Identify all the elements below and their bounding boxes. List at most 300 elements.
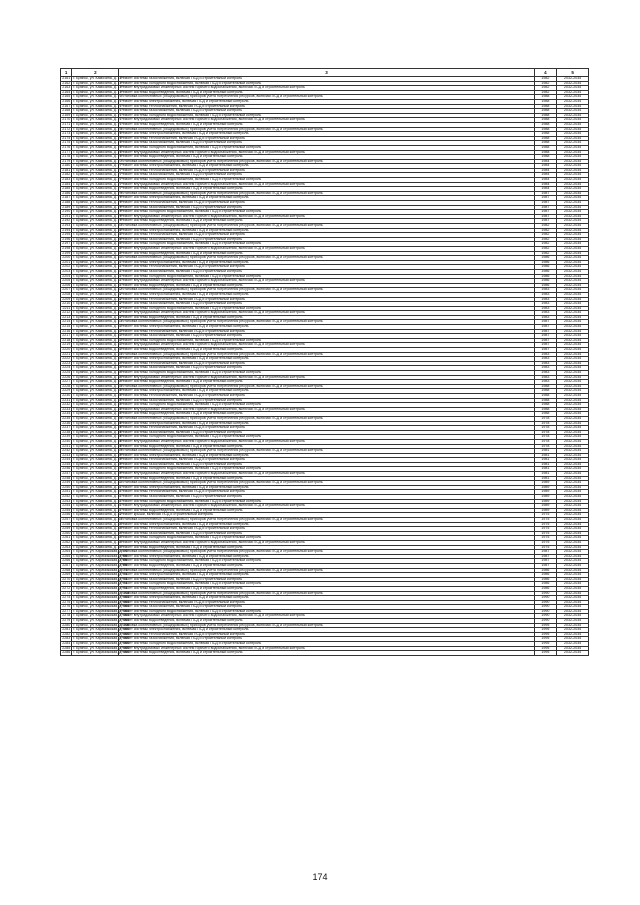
cell-number: 2284 [62,641,71,646]
cell-address: г. Брянск, ул. Камозина, д. 41 [73,503,122,508]
cell-period: 2032-2034 [557,522,589,527]
cell-period: 2032-2034 [557,288,589,293]
cell-period: 2032-2034 [557,375,589,380]
cell-number: 2258 [62,521,71,526]
cell-year-built: 1990 [534,605,557,610]
cell-number: 2208 [62,291,71,296]
cell-address: г. Брянск, ул. Камозина, д. 35 [73,388,122,393]
cell-work-type: Ремонт системы электроснабжения, включая ПСД и строительный контроль [119,99,534,104]
cell-work-type: Ремонт системы холодного водоснабжения, включая ПСД и строительный контроль [119,178,534,183]
cell-period: 2032-2034 [557,646,589,651]
cell-period: 2032-2034 [557,297,589,302]
cell-work-type: Ремонт внутридомовых инженерных систем горячего водоснабжения, включая ПСД и строительный контроль [119,614,534,619]
cell-address: г. Брянск, ул. Карачижская, д. 71 [73,576,128,581]
cell-work-type: Установка коллективных (общедомовых) приборов учета потребления ресурсов, включая ПСД и строительный контроль [119,481,534,486]
cell-number: 2230 [62,392,71,397]
cell-year-built: 1986 [534,568,557,573]
cell-address: г. Брянск, ул. Камозина, д. 35 [73,383,122,388]
cell-year-built: 1981 [534,467,557,472]
cell-address: г. Брянск, ул. Камозина, д. 29 [73,195,122,200]
cell-period: 2032-2034 [557,361,589,366]
cell-year-built: 1987 [534,559,557,564]
column-header-work-type: 3 [119,69,534,77]
cell-address: г. Брянск, ул. Камозина, д. 44 [73,521,122,526]
cell-period: 2032-2034 [557,306,589,311]
cell-address: г. Брянск, ул. Камозина, д. 41 [73,480,122,485]
cell-work-type: Установка коллективных (общедомовых) приборов учета потребления ресурсов, включая ПСД и строительный контроль [119,384,534,389]
cell-year-built: 1982 [534,228,557,233]
cell-address: г. Брянск, ул. Карачижская, д. 106 [73,636,130,641]
cell-work-type: Ремонт системы электроснабжения, включая ПСД и строительный контроль [119,357,534,362]
cell-period: 2032-2034 [557,366,589,371]
cell-period: 2032-2034 [557,265,589,270]
cell-year-built: 1988 [534,412,557,417]
cell-work-type: Установка коллективных (общедомовых) приборов учета потребления ресурсов, включая ПСД и строительный контроль [119,191,534,196]
cell-period: 2032-2034 [557,614,589,619]
cell-number: 2205 [62,278,71,283]
cell-address: г. Брянск, ул. Камозина, д. 39 [73,461,122,466]
cell-period: 2032-2034 [557,596,589,601]
cell-number: 2165 [62,94,71,99]
cell-address: г. Брянск, ул. Камозина, д. 32 [73,305,122,310]
cell-period: 2032-2034 [557,393,589,398]
cell-period: 2032-2034 [557,435,589,440]
cell-work-type: Ремонт системы теплоснабжения, включая ПСД и строительный контроль [119,632,534,637]
cell-number: 2197 [62,241,71,246]
cell-year-built: 1975 [534,518,557,523]
cell-period: 2032-2034 [557,476,589,481]
cell-work-type: Ремонт системы газоснабжения, включая ПСД и строительный контроль [119,77,534,82]
cell-year-built: 1983 [534,352,557,357]
cell-year-built: 1988 [534,145,557,150]
cell-address: г. Брянск, ул. Камозина, д. 30 [73,232,122,237]
cell-number: 2249 [62,480,71,485]
cell-work-type: Ремонт системы газоснабжения, включая ПСД и строительный контроль [119,173,534,178]
cell-address: г. Брянск, ул. Камозина, д. 34 [73,370,122,374]
cell-work-type: Ремонт внутридомовых инженерных систем горячего водоснабжения, включая ПСД и строительный контроль [119,150,534,155]
cell-year-built: 1988 [534,398,557,403]
cell-number: 2251 [62,489,71,494]
cell-period: 2032-2034 [557,150,589,155]
cell-year-built: 1987 [534,210,557,215]
cell-work-type: Ремонт системы электроснабжения, включая ПСД и строительный контроль [119,132,534,137]
cell-work-type: Ремонт системы газоснабжения, включая ПСД и строительный контроль [119,462,534,467]
cell-year-built: 1978 [534,416,557,421]
cell-number: 2209 [62,296,71,301]
cell-year-built: 1975 [534,531,557,536]
cell-address: г. Брянск, ул. Камозина, д. 31 [73,282,122,287]
cell-period: 2032-2034 [557,490,589,495]
cell-year-built: 1989 [534,499,557,504]
cell-period: 2032-2034 [557,109,589,114]
cell-period: 2032-2034 [557,334,589,339]
cell-address: г. Брянск, ул. Карачижская, д. 71 [73,572,128,577]
cell-work-type: Ремонт системы теплоснабжения, включая ПСД и строительный контроль [119,361,534,366]
cell-period: 2032-2034 [557,348,589,353]
cell-address: г. Брянск, ул. Камозина, д. 33 [73,324,122,329]
cell-period: 2032-2034 [557,651,589,656]
cell-address: г. Брянск, ул. Камозина, д. 25 [73,135,122,140]
cell-number: 2217 [62,333,71,338]
cell-number: 2170 [62,117,71,122]
cell-period: 2032-2034 [557,187,589,192]
cell-address: г. Брянск, ул. Камозина, д. 10 [73,80,122,85]
cell-period: 2032-2034 [557,251,589,256]
cell-number: 2161 [62,76,71,80]
cell-work-type: Установка коллективных (общедомовых) приборов учета потребления ресурсов, включая ПСД и строительный контроль [119,127,534,132]
cell-number: 2182 [62,172,71,177]
cell-period: 2032-2034 [557,499,589,504]
cell-year-built: 1990 [534,596,557,601]
cell-address: г. Брянск, ул. Камозина, д. 29 [73,209,122,214]
cell-work-type: Ремонт системы газоснабжения, включая ПСД и строительный контроль [119,430,534,435]
cell-year-built: 1987 [534,329,557,334]
cell-number: 2202 [62,264,71,269]
cell-address: г. Брянск, ул. Камозина, д. 31 [73,264,122,269]
cell-number: 2201 [62,259,71,264]
cell-year-built: 1987 [534,205,557,210]
cell-period: 2032-2034 [557,563,589,568]
cell-number: 2245 [62,461,71,466]
cell-work-type: Ремонт системы водоотведения, включая ПСД и строительный контроль [119,315,534,320]
cell-period: 2032-2034 [557,113,589,118]
cell-year-built: 1975 [534,527,557,532]
cell-address: г. Брянск, ул. Камозина, д. 30 [73,250,122,255]
cell-year-built: 1975 [534,540,557,545]
cell-number: 2240 [62,438,71,443]
cell-work-type: Ремонт внутридомовых инженерных систем горячего водоснабжения, включая ПСД и строительный контроль [119,214,534,219]
cell-number: 2265 [62,553,71,558]
cell-work-type: Ремонт системы холодного водоснабжения, включая ПСД и строительный контроль [119,371,534,376]
cell-work-type: Ремонт системы холодного водоснабжения, включая ПСД и строительный контроль [119,559,534,564]
cell-year-built: 1987 [534,343,557,348]
cell-work-type: Ремонт системы газоснабжения, включая ПСД и строительный контроль [119,577,534,582]
column-header-year-built: 4 [534,69,557,77]
cell-work-type: Ремонт системы холодного водоснабжения, включая ПСД и строительный контроль [119,242,534,247]
cell-work-type: Ремонт системы теплоснабжения, включая ПСД и строительный контроль [119,201,534,206]
cell-work-type: Ремонт системы холодного водоснабжения, включая ПСД и строительный контроль [119,145,534,150]
cell-year-built: 1986 [534,283,557,288]
cell-number: 2204 [62,273,71,278]
cell-period: 2032-2034 [557,591,589,596]
cell-address: г. Брянск, ул. Камозина, д. 41 [73,489,122,494]
cell-number: 2206 [62,282,71,287]
cell-period: 2032-2034 [557,554,589,559]
cell-address: г. Брянск, ул. Камозина, д. 44 [73,517,122,521]
cell-address: г. Брянск, ул. Камозина, д. 30 [73,245,122,250]
cell-address: г. Брянск, ул. Карачижская, д. 104 [73,608,130,613]
cell-year-built: 1990 [534,591,557,596]
cell-year-built: 1983 [534,302,557,307]
cell-address: г. Брянск, ул. Камозина, д. 31 [73,278,122,283]
cell-number: 2194 [62,227,71,232]
cell-address: г. Брянск, ул. Камозина, д. 31 [73,255,122,260]
cell-year-built: 1984 [534,178,557,183]
cell-period: 2032-2034 [557,504,589,509]
cell-period: 2032-2034 [557,104,589,109]
cell-period: 2032-2034 [557,90,589,95]
cell-year-built: 1986 [534,269,557,274]
cell-period: 2032-2034 [557,444,589,449]
cell-number: 2213 [62,314,71,319]
cell-period: 2032-2034 [557,81,589,86]
cell-period: 2032-2034 [557,568,589,573]
cell-period: 2032-2034 [557,527,589,532]
cell-period: 2032-2034 [557,136,589,141]
cell-period: 2032-2034 [557,233,589,238]
cell-period: 2032-2034 [557,99,589,104]
column-header-number: 1 [61,69,72,77]
cell-address: г. Брянск, ул. Камозина, д. 21 [73,103,122,108]
cell-year-built: 1988 [534,118,557,123]
cell-period: 2032-2034 [557,269,589,274]
document-page [60,68,589,656]
cell-year-built: 1988 [534,393,557,398]
cell-number: 2212 [62,310,71,315]
cell-number: 2179 [62,158,71,163]
cell-year-built: 1981 [534,458,557,463]
cell-address: г. Брянск, ул. Камозина, д. 21 [73,98,122,103]
column-header-address: 2 [72,69,119,77]
cell-year-built: 1986 [534,582,557,587]
cell-number: 2285 [62,645,71,650]
cell-work-type: Ремонт системы теплоснабжения, включая ПСД и строительный контроль [119,490,534,495]
cell-year-built: 1984 [534,173,557,178]
cell-number: 2272 [62,585,71,590]
cell-work-type: Ремонт системы электроснабжения, включая ПСД и строительный контроль [119,196,534,201]
cell-year-built: 1995 [534,637,557,642]
cell-work-type: Ремонт системы водоотведения, включая ПСД и строительный контроль [119,563,534,568]
cell-address: г. Брянск, ул. Карачижская, д. 106 [73,631,130,636]
cell-work-type: Ремонт системы газоснабжения, включая ПСД и строительный контроль [119,269,534,274]
cell-work-type: Ремонт системы водоотведения, включая ПСД и строительный контроль [119,187,534,192]
cell-work-type: Ремонт системы теплоснабжения, включая ПСД и строительный контроль [119,600,534,605]
cell-year-built: 1987 [534,563,557,568]
cell-number: 2220 [62,347,71,352]
cell-address: г. Брянск, ул. Карачижская, д. 104 [73,595,130,600]
cell-work-type: Установка коллективных (общедомовых) приборов учета потребления ресурсов, включая ПСД и строительный контроль [119,159,534,164]
cell-period: 2032-2034 [557,352,589,357]
cell-address: г. Брянск, ул. Карачижская, д. 69 [73,558,128,563]
cell-year-built: 1988 [534,384,557,389]
cell-year-built: 1983 [534,292,557,297]
cell-address: г. Брянск, ул. Камозина, д. 35 [73,406,122,411]
cell-number: 2224 [62,365,71,370]
cell-period: 2032-2034 [557,329,589,334]
cell-address: г. Брянск, ул. Камозина, д. 25 [73,126,122,131]
cell-year-built: 1986 [534,260,557,265]
cell-year-built: 1982 [534,251,557,256]
cell-work-type: Ремонт системы газоснабжения, включая ПСД и строительный контроль [119,302,534,307]
cell-work-type: Ремонт системы газоснабжения, включая ПСД и строительный контроль [119,141,534,146]
cell-year-built: 1989 [534,481,557,486]
cell-number: 2261 [62,535,71,540]
cell-address: г. Брянск, ул. Камозина, д. 25 [73,144,122,149]
cell-period: 2032-2034 [557,430,589,435]
cell-period: 2032-2034 [557,398,589,403]
cell-address: г. Брянск, ул. Камозина, д. 32 [73,310,122,315]
cell-work-type: Ремонт системы холодного водоснабжения, включая ПСД и строительный контроль [119,81,534,86]
cell-address: г. Брянск, ул. Карачижская, д. 106 [73,622,130,627]
cell-address: г. Брянск, ул. Камозина, д. 27 [73,186,122,191]
cell-work-type: Ремонт системы холодного водоснабжения, включая ПСД и строительный контроль [119,403,534,408]
cell-year-built: 1978 [534,421,557,426]
cell-work-type: Ремонт внутридомовых инженерных систем горячего водоснабжения, включая ПСД и строительный контроль [119,504,534,509]
cell-address: г. Брянск, ул. Камозина, д. 31 [73,273,122,278]
cell-address: г. Брянск, ул. Камозина, д. 27 [73,172,122,177]
cell-work-type: Ремонт системы электроснабжения, включая ПСД и строительный контроль [119,164,534,169]
cell-address: г. Брянск, ул. Камозина, д. 21 [73,108,122,113]
cell-period: 2032-2034 [557,407,589,412]
cell-address: г. Брянск, ул. Камозина, д. 33 [73,328,122,333]
cell-work-type: Ремонт внутридомовых инженерных систем горячего водоснабжения, включая ПСД и строительный контроль [119,311,534,316]
cell-number: 2186 [62,190,71,195]
cell-number: 2235 [62,415,71,420]
cell-number: 2178 [62,154,71,159]
cell-period: 2032-2034 [557,196,589,201]
cell-work-type: Ремонт системы газоснабжения, включая ПСД и строительный контроль [119,531,534,536]
cell-period: 2032-2034 [557,178,589,183]
cell-period: 2032-2034 [557,628,589,633]
cell-number: 2264 [62,549,71,554]
cell-address: г. Брянск, ул. Камозина, д. 30 [73,236,122,241]
cell-address: г. Брянск, ул. Камозина, д. 44 [73,535,122,540]
cell-address: г. Брянск, ул. Карачижская, д. 69 [73,553,128,558]
cell-period: 2032-2034 [557,536,589,541]
cell-year-built: 1981 [534,476,557,481]
cell-period: 2032-2034 [557,77,589,82]
cell-number: 2163 [62,85,71,90]
cell-year-built: 1988 [534,127,557,132]
cell-address: г. Брянск, ул. Камозина, д. 29 [73,213,122,218]
cell-number: 2247 [62,471,71,476]
cell-year-built: 1986 [534,577,557,582]
cell-address: г. Брянск, ул. Камозина, д. 33 [73,319,122,324]
cell-address: г. Брянск, ул. Камозина, д. 39 [73,448,122,453]
cell-work-type: Ремонт внутридомовых инженерных систем горячего водоснабжения, включая ПСД и строительный контроль [119,540,534,545]
cell-number: 2200 [62,255,71,260]
cell-work-type: Ремонт системы электроснабжения, включая ПСД и строительный контроль [119,389,534,394]
cell-period: 2032-2034 [557,545,589,550]
cell-address: г. Брянск, ул. Камозина, д. 32 [73,301,122,306]
cell-period: 2032-2034 [557,416,589,421]
cell-period: 2032-2034 [557,283,589,288]
cell-year-built: 1988 [534,113,557,118]
cell-work-type: Ремонт системы газоснабжения, включая ПСД и строительный контроль [119,398,534,403]
cell-period: 2032-2034 [557,182,589,187]
cell-number: 2216 [62,328,71,333]
cell-period: 2032-2034 [557,338,589,343]
cell-year-built: 1984 [534,187,557,192]
cell-address: г. Брянск, ул. Карачижская, д. 106 [73,650,130,655]
cell-number: 2266 [62,558,71,563]
cell-period: 2032-2034 [557,453,589,458]
cell-address: г. Брянск, ул. Камозина, д. 27 [73,167,122,172]
cell-year-built: 1984 [534,182,557,187]
cell-period: 2032-2034 [557,214,589,219]
cell-number: 2225 [62,370,71,374]
cell-year-built: 1989 [534,504,557,509]
cell-period: 2032-2034 [557,481,589,486]
cell-number: 2244 [62,457,71,462]
cell-period: 2032-2034 [557,495,589,500]
cell-number: 2222 [62,356,71,361]
cell-period: 2032-2034 [557,256,589,261]
cell-work-type: Ремонт внутридомовых инженерных систем горячего водоснабжения, включая ПСД и строительный контроль [119,375,534,380]
cell-year-built: 1982 [534,81,557,86]
cell-work-type: Ремонт системы холодного водоснабжения, включая ПСД и строительный контроль [119,467,534,472]
cell-number: 2227 [62,379,71,384]
cell-number: 2275 [62,599,71,604]
cell-year-built: 1990 [534,614,557,619]
cell-work-type: Ремонт системы водоотведения, включая ПСД и строительный контроль [119,412,534,417]
cell-number: 2238 [62,429,71,434]
cell-work-type: Ремонт системы холодного водоснабжения, включая ПСД и строительный контроль [119,274,534,279]
table-row [61,651,589,656]
cell-work-type: Ремонт системы водоотведения, включая ПСД и строительный контроль [119,90,534,95]
cell-number: 2162 [62,80,71,85]
cell-period: 2032-2034 [557,86,589,91]
cell-year-built: 1995 [534,646,557,651]
cell-period: 2032-2034 [557,168,589,173]
cell-address: г. Брянск, ул. Карачижская, д. 106 [73,641,130,646]
cell-period: 2032-2034 [557,228,589,233]
cell-period: 2032-2034 [557,513,589,518]
cell-number: 2228 [62,383,71,388]
cell-work-type: Ремонт системы электроснабжения, включая ПСД и строительный контроль [119,596,534,601]
cell-year-built: 1990 [534,619,557,624]
cell-year-built: 1988 [534,95,557,100]
cell-year-built: 1987 [534,196,557,201]
cell-number: 2248 [62,475,71,480]
cell-year-built: 1995 [534,623,557,628]
cell-number: 2246 [62,466,71,471]
cell-number: 2199 [62,250,71,255]
cell-work-type: Ремонт системы электроснабжения, включая ПСД и строительный контроль [119,260,534,265]
cell-number: 2259 [62,526,71,531]
cell-number: 2281 [62,627,71,632]
cell-year-built: 1989 [534,490,557,495]
cell-number: 2242 [62,448,71,453]
cell-number: 2210 [62,301,71,306]
cell-address: г. Брянск, ул. Камозина, д. 36 [73,415,122,420]
cell-address: г. Брянск, ул. Камозина, д. 39 [73,475,122,480]
cell-year-built: 1982 [534,237,557,242]
cell-work-type: Ремонт системы газоснабжения, включая ПСД и строительный контроль [119,109,534,114]
cell-work-type: Ремонт внутридомовых инженерных систем горячего водоснабжения, включая ПСД и строительный контроль [119,646,534,651]
cell-period: 2032-2034 [557,246,589,251]
cell-work-type: Установка коллективных (общедомовых) приборов учета потребления ресурсов, включая ПСД и строительный контроль [119,320,534,325]
cell-number: 2181 [62,167,71,172]
cell-work-type: Ремонт системы водоотведения, включая ПСД и строительный контроль [119,219,534,224]
cell-work-type: Ремонт системы холодного водоснабжения, включая ПСД и строительный контроль [119,113,534,118]
cell-address: г. Брянск, ул. Камозина, д. 10 [73,85,122,90]
cell-work-type: Ремонт системы газоснабжения, включая ПСД и строительный контроль [119,637,534,642]
cell-year-built: 1986 [534,256,557,261]
cell-work-type: Установка коллективных (общедомовых) приборов учета потребления ресурсов, включая ПСД и строительный контроль [119,591,534,596]
cell-address: г. Брянск, ул. Карачижская, д. 104 [73,590,130,595]
cell-year-built: 1989 [534,508,557,513]
cell-number: 2198 [62,245,71,250]
cell-address: г. Брянск, ул. Камозина, д. 21 [73,112,122,117]
cell-number: 2236 [62,420,71,425]
cell-address: г. Брянск, ул. Камозина, д. 21 [73,94,122,99]
cell-work-type: Установка коллективных (общедомовых) приборов учета потребления ресурсов, включая ПСД и строительный контроль [119,416,534,421]
cell-work-type: Ремонт системы водоотведения, включая ПСД и строительный контроль [119,586,534,591]
cell-address: г. Брянск, ул. Камозина, д. 42 [73,512,122,517]
cell-year-built: 1987 [534,214,557,219]
cell-work-type: Ремонт системы теплоснабжения, включая ПСД и строительный контроль [119,265,534,270]
